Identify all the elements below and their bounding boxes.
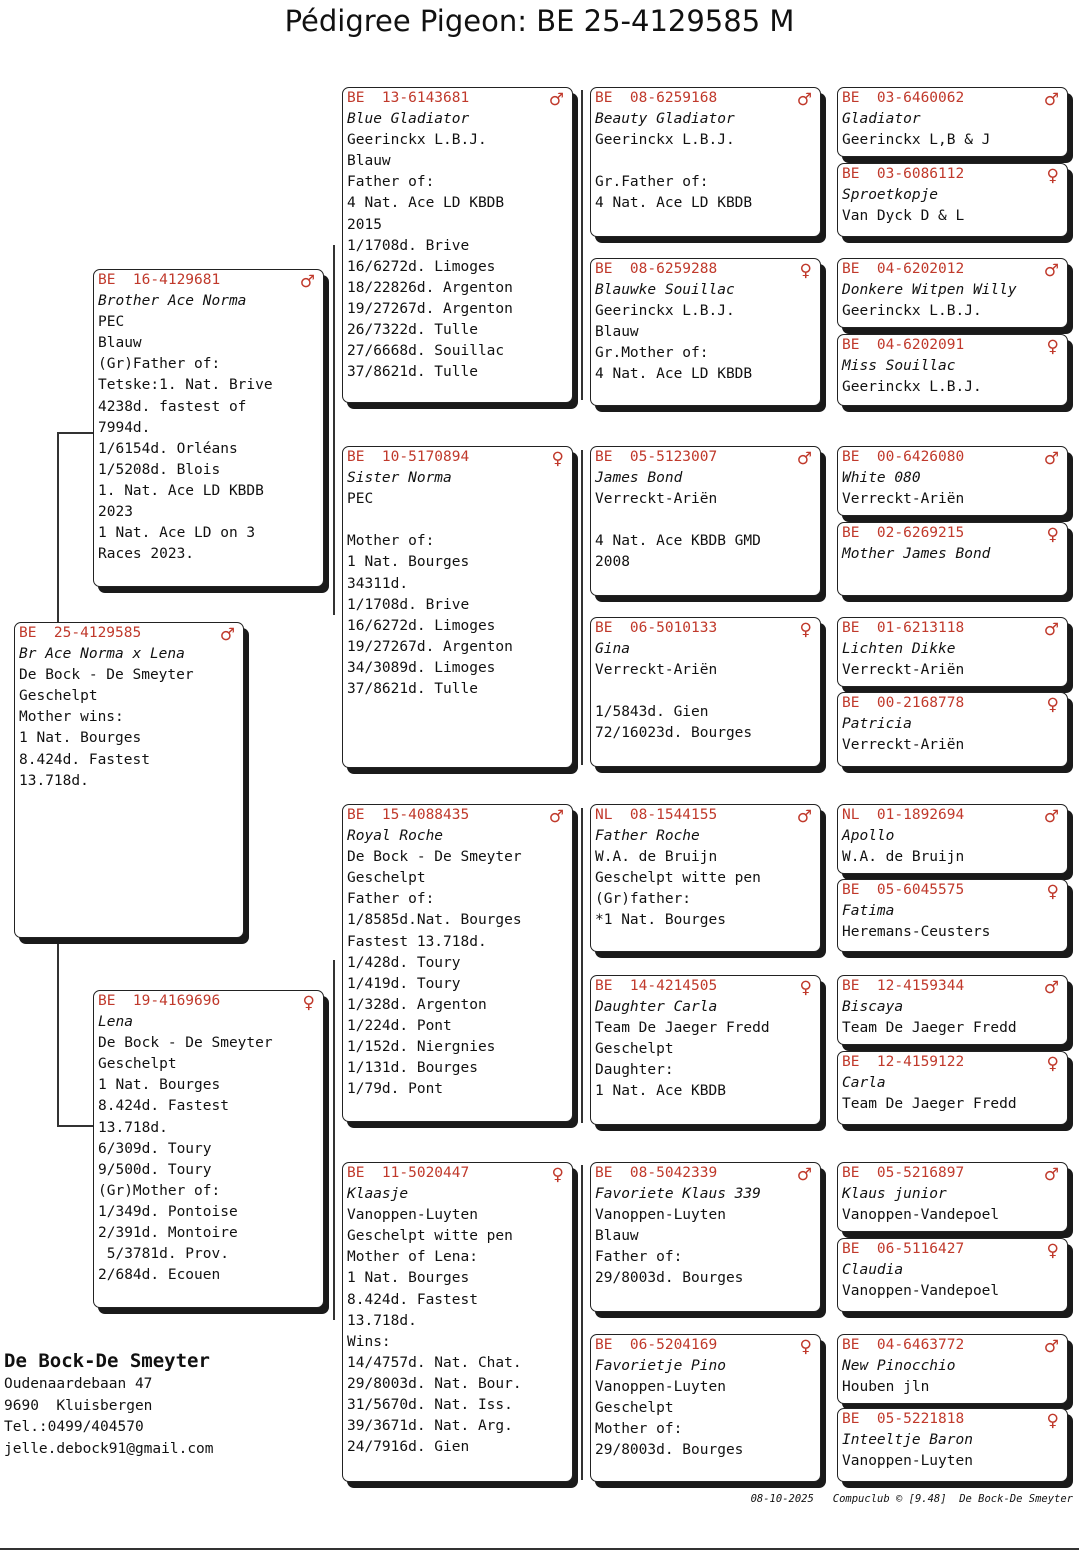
- pedigree-card[interactable]: [837, 1408, 1068, 1482]
- pigeon-name: Miss Souillac: [842, 358, 956, 375]
- pedigree-card[interactable]: [837, 87, 1068, 157]
- pigeon-detail-line: 1/5843d. Gien: [595, 704, 709, 721]
- ring-number: BE 05-5123007: [595, 449, 718, 465]
- pigeon-detail-line: [591, 510, 820, 531]
- ring-number: BE 14-4214505: [595, 978, 718, 994]
- pigeon-detail-line: Team De Jaeger Fredd: [842, 1020, 1017, 1037]
- ring-number: NL 01-1892694: [842, 807, 965, 823]
- pigeon-detail-line: Geschelpt: [347, 870, 426, 887]
- pigeon-detail-line: 1/419d. Toury: [347, 975, 461, 992]
- pedigree-card[interactable]: [837, 522, 1068, 596]
- pedigree-card[interactable]: [93, 269, 324, 587]
- pigeon-detail-line: Geschelpt witte pen: [595, 870, 761, 887]
- owner-address: Oudenaardebaan 47: [4, 1376, 153, 1392]
- pigeon-detail-line: Geschelpt: [19, 688, 98, 705]
- pigeon-detail-line: 4238d. fastest of: [98, 398, 247, 415]
- pigeon-name: Carla: [842, 1075, 886, 1092]
- pedigree-card[interactable]: [837, 975, 1068, 1045]
- pedigree-card[interactable]: [837, 879, 1068, 952]
- pigeon-detail-line: Geerinckx L.B.J.: [347, 132, 487, 149]
- pigeon-detail-line: Mother of:: [347, 533, 435, 550]
- female-symbol-icon: ♀: [1046, 337, 1059, 357]
- pigeon-detail-line: 4 Nat. Ace LD KBDB: [347, 195, 505, 212]
- ring-number: BE 05-5221818: [842, 1411, 965, 1427]
- male-symbol-icon: ♂: [1043, 807, 1059, 827]
- pigeon-detail-line: Blauw: [98, 335, 142, 352]
- pigeon-name: James Bond: [595, 470, 683, 487]
- ring-number: BE 04-6463772: [842, 1337, 965, 1353]
- pigeon-detail-line: 2008: [595, 554, 630, 571]
- pigeon-name: Favoriete Klaus 339: [595, 1186, 761, 1203]
- pigeon-detail-line: Geschelpt: [98, 1056, 177, 1073]
- female-symbol-icon: ♀: [1046, 695, 1059, 715]
- pigeon-detail-line: 1/79d. Pont: [347, 1081, 444, 1098]
- pigeon-detail-line: 1/6154d. Orléans: [98, 440, 238, 457]
- pedigree-card[interactable]: [14, 622, 244, 938]
- pigeon-name: Favorietje Pino: [595, 1358, 726, 1375]
- pigeon-detail-line: 29/8003d. Bourges: [595, 1270, 744, 1287]
- pigeon-detail-line: Mother of:: [595, 1421, 683, 1438]
- pigeon-detail-line: 37/8621d. Tulle: [347, 364, 478, 381]
- pedigree-card[interactable]: [590, 1162, 821, 1312]
- pigeon-name: Lichten Dikke: [842, 641, 956, 658]
- male-symbol-icon: ♂: [1043, 978, 1059, 998]
- ring-number: BE 13-6143681: [347, 90, 470, 106]
- pigeon-name: Inteeltje Baron: [842, 1432, 973, 1449]
- pigeon-detail-line: PEC: [98, 314, 125, 331]
- pedigree-card[interactable]: [590, 258, 821, 406]
- pigeon-detail-line: 5/3781d. Prov.: [98, 1246, 229, 1263]
- female-symbol-icon: ♀: [551, 449, 564, 469]
- pigeon-name: Blue Gladiator: [347, 111, 470, 128]
- pigeon-detail-line: Geschelpt witte pen: [347, 1228, 513, 1245]
- pedigree-card[interactable]: [590, 87, 821, 237]
- pigeon-detail-line: 19/27267d. Argenton: [347, 638, 513, 655]
- pigeon-detail-line: Geerinckx L,B & J: [842, 132, 991, 149]
- ring-number: BE 04-6202091: [842, 337, 965, 353]
- female-symbol-icon: ♀: [1046, 166, 1059, 186]
- pigeon-detail-line: 1 Nat. Bourges: [98, 1077, 221, 1094]
- pedigree-card[interactable]: [837, 692, 1068, 767]
- male-symbol-icon: ♂: [219, 625, 235, 645]
- pigeon-detail-line: 37/8621d. Tulle: [347, 681, 478, 698]
- pigeon-detail-line: Geschelpt: [595, 1400, 674, 1417]
- connector-line: [57, 1125, 95, 1127]
- ring-number: BE 00-2168778: [842, 695, 965, 711]
- pigeon-detail-line: 1/152d. Niergnies: [347, 1039, 496, 1056]
- male-symbol-icon: ♂: [1043, 90, 1059, 110]
- male-symbol-icon: ♂: [796, 449, 812, 469]
- pigeon-detail-line: De Bock - De Smeyter: [19, 667, 194, 684]
- pigeon-name: Beauty Gladiator: [595, 111, 735, 128]
- pigeon-detail-line: 13.718d.: [19, 772, 89, 789]
- connector-line: [581, 90, 583, 400]
- ring-number: BE 25-4129585: [19, 625, 142, 641]
- pigeon-detail-line: Team De Jaeger Fredd: [595, 1020, 770, 1037]
- pigeon-detail-line: 7994d.: [98, 419, 151, 436]
- pigeon-detail-line: 39/3671d. Nat. Arg.: [347, 1418, 513, 1435]
- connector-line: [333, 245, 335, 615]
- pedigree-card[interactable]: [342, 446, 573, 768]
- pigeon-detail-line: 16/6272d. Limoges: [347, 258, 496, 275]
- female-symbol-icon: ♀: [1046, 1241, 1059, 1261]
- ring-number: BE 04-6202012: [842, 261, 965, 277]
- male-symbol-icon: ♂: [548, 807, 564, 827]
- pigeon-name: Gina: [595, 641, 630, 658]
- pigeon-detail-line: 8.424d. Fastest: [347, 1291, 478, 1308]
- pigeon-name: Patricia: [842, 716, 912, 733]
- pigeon-detail-line: Vanoppen-Luyten: [595, 1207, 726, 1224]
- pigeon-detail-line: Houben jln: [842, 1379, 930, 1396]
- pigeon-detail-line: Father of:: [347, 891, 435, 908]
- pigeon-detail-line: W.A. de Bruijn: [842, 849, 965, 866]
- pigeon-detail-line: Geschelpt: [595, 1041, 674, 1058]
- pigeon-detail-line: 1/1708d. Brive: [347, 237, 470, 254]
- pigeon-detail-line: Verreckt-Ariën: [842, 737, 965, 754]
- female-symbol-icon: ♀: [1046, 882, 1059, 902]
- pigeon-name: Claudia: [842, 1262, 904, 1279]
- pigeon-detail-line: 6/309d. Toury: [98, 1140, 212, 1157]
- pigeon-detail-line: Blauw: [347, 153, 391, 170]
- male-symbol-icon: ♂: [1043, 449, 1059, 469]
- pigeon-detail-line: 2023: [98, 504, 133, 521]
- male-symbol-icon: ♂: [1043, 620, 1059, 640]
- pigeon-detail-line: Geerinckx L.B.J.: [595, 132, 735, 149]
- pigeon-detail-line: 24/7916d. Gien: [347, 1439, 470, 1456]
- pigeon-name: Sproetkopje: [842, 187, 939, 204]
- pigeon-detail-line: Vanoppen-Luyten: [842, 1453, 973, 1470]
- pedigree-card[interactable]: [837, 1162, 1068, 1232]
- pigeon-detail-line: Wins:: [347, 1333, 391, 1350]
- connector-line: [581, 808, 583, 1123]
- ring-number: BE 11-5020447: [347, 1165, 470, 1181]
- pigeon-name: Fatima: [842, 903, 895, 920]
- pigeon-detail-line: (Gr)father:: [595, 891, 692, 908]
- ring-number: BE 08-5042339: [595, 1165, 718, 1181]
- pedigree-card[interactable]: [837, 1334, 1068, 1404]
- female-symbol-icon: ♀: [799, 261, 812, 281]
- pedigree-card[interactable]: [837, 163, 1068, 237]
- pedigree-card[interactable]: [590, 446, 821, 596]
- pigeon-detail-line: Vanoppen-Vandepoel: [842, 1207, 1000, 1224]
- pigeon-detail-line: 1 Nat. Bourges: [347, 1270, 470, 1287]
- pedigree-card[interactable]: [342, 1162, 573, 1482]
- pigeon-detail-line: 1. Nat. Ace LD KBDB: [98, 482, 264, 499]
- connector-line: [57, 942, 59, 1127]
- pigeon-detail-line: 29/8003d. Bourges: [595, 1442, 744, 1459]
- pigeon-name: Apollo: [842, 828, 895, 845]
- pigeon-detail-line: 1/5208d. Blois: [98, 461, 221, 478]
- pigeon-detail-line: Vanoppen-Vandepoel: [842, 1283, 1000, 1300]
- pigeon-detail-line: [591, 681, 820, 702]
- pigeon-detail-line: Heremans-Ceusters: [842, 924, 991, 941]
- pigeon-detail-line: 1 Nat. Bourges: [19, 730, 142, 747]
- ring-number: BE 08-6259288: [595, 261, 718, 277]
- pigeon-name: Br Ace Norma x Lena: [19, 646, 185, 663]
- ring-number: BE 06-5116427: [842, 1241, 965, 1257]
- pigeon-detail-line: [591, 151, 820, 172]
- ring-number: BE 03-6086112: [842, 166, 965, 182]
- pigeon-name: Blauwke Souillac: [595, 282, 735, 299]
- male-symbol-icon: ♂: [796, 1165, 812, 1185]
- pigeon-detail-line: Vanoppen-Luyten: [347, 1207, 478, 1224]
- pigeon-detail-line: 1/349d. Pontoise: [98, 1203, 238, 1220]
- pigeon-detail-line: 2/684d. Ecouen: [98, 1267, 221, 1284]
- pigeon-detail-line: 19/27267d. Argenton: [347, 300, 513, 317]
- ring-number: BE 03-6460062: [842, 90, 965, 106]
- pigeon-detail-line: Verreckt-Ariën: [842, 662, 965, 679]
- ring-number: BE 01-6213118: [842, 620, 965, 636]
- pigeon-detail-line: 9/500d. Toury: [98, 1161, 212, 1178]
- pigeon-detail-line: Father of:: [347, 174, 435, 191]
- pigeon-detail-line: [343, 510, 572, 531]
- pigeon-detail-line: 1 Nat. Bourges: [347, 554, 470, 571]
- pigeon-detail-line: 16/6272d. Limoges: [347, 617, 496, 634]
- page-divider: [0, 1548, 1079, 1550]
- pigeon-detail-line: 26/7322d. Tulle: [347, 322, 478, 339]
- pigeon-detail-line: 29/8003d. Nat. Bour.: [347, 1375, 522, 1392]
- pigeon-detail-line: Geerinckx L.B.J.: [842, 379, 982, 396]
- pigeon-name: Mother James Bond: [842, 546, 991, 563]
- pigeon-name: Lena: [98, 1014, 133, 1031]
- pigeon-detail-line: 1/131d. Bourges: [347, 1060, 478, 1077]
- connector-line: [333, 960, 335, 1320]
- ring-number: BE 06-5204169: [595, 1337, 718, 1353]
- ring-number: BE 10-5170894: [347, 449, 470, 465]
- pedigree-card[interactable]: [590, 804, 821, 952]
- pigeon-detail-line: 1 Nat. Ace KBDB: [595, 1083, 726, 1100]
- connector-line: [57, 432, 59, 624]
- owner-info: [4, 1348, 214, 1460]
- pigeon-name: Klaasje: [347, 1186, 409, 1203]
- pedigree-card[interactable]: [837, 804, 1068, 874]
- pigeon-detail-line: 72/16023d. Bourges: [595, 725, 753, 742]
- male-symbol-icon: ♂: [548, 90, 564, 110]
- pigeon-detail-line: Daughter:: [595, 1062, 674, 1079]
- pigeon-name: Sister Norma: [347, 470, 452, 487]
- male-symbol-icon: ♂: [1043, 1165, 1059, 1185]
- pigeon-detail-line: Vanoppen-Luyten: [595, 1379, 726, 1396]
- pigeon-detail-line: 8.424d. Fastest: [98, 1098, 229, 1115]
- pigeon-detail-line: 4 Nat. Ace KBDB GMD: [595, 533, 761, 550]
- pedigree-card[interactable]: [590, 975, 821, 1125]
- pigeon-detail-line: 4 Nat. Ace LD KBDB: [595, 195, 753, 212]
- pigeon-detail-line: (Gr)Mother of:: [98, 1182, 221, 1199]
- pigeon-detail-line: 34311d.: [347, 575, 409, 592]
- ring-number: BE 12-4159344: [842, 978, 965, 994]
- footer-credit: 08-10-2025 Compuclub © [9.48] De Bock-De Smeyter: [750, 1493, 1073, 1505]
- pigeon-detail-line: Blauw: [595, 1228, 639, 1245]
- pigeon-name: New Pinocchio: [842, 1358, 956, 1375]
- pigeon-detail-line: 1/428d. Toury: [347, 954, 461, 971]
- male-symbol-icon: ♂: [1043, 1337, 1059, 1357]
- male-symbol-icon: ♂: [1043, 261, 1059, 281]
- pigeon-detail-line: Gr.Father of:: [595, 174, 709, 191]
- pigeon-detail-line: 1/1708d. Brive: [347, 596, 470, 613]
- pedigree-card[interactable]: [837, 617, 1068, 687]
- pigeon-detail-line: 8.424d. Fastest: [19, 751, 150, 768]
- pedigree-card[interactable]: [590, 617, 821, 767]
- female-symbol-icon: ♀: [1046, 1054, 1059, 1074]
- pigeon-name: Royal Roche: [347, 828, 444, 845]
- ring-number: BE 05-5216897: [842, 1165, 965, 1181]
- pigeon-detail-line: 4 Nat. Ace LD KBDB: [595, 366, 753, 383]
- pedigree-card[interactable]: [837, 1051, 1068, 1125]
- male-symbol-icon: ♂: [796, 807, 812, 827]
- pigeon-detail-line: (Gr)Father of:: [98, 356, 221, 373]
- pigeon-detail-line: *1 Nat. Bourges: [595, 912, 726, 929]
- pigeon-detail-line: 27/6668d. Souillac: [347, 343, 505, 360]
- female-symbol-icon: ♀: [799, 978, 812, 998]
- ring-number: BE 15-4088435: [347, 807, 470, 823]
- pigeon-detail-line: 1/224d. Pont: [347, 1017, 452, 1034]
- male-symbol-icon: ♂: [796, 90, 812, 110]
- pigeon-detail-line: Verreckt-Ariën: [842, 491, 965, 508]
- female-symbol-icon: ♀: [551, 1165, 564, 1185]
- pedigree-card[interactable]: [342, 804, 573, 1122]
- pigeon-detail-line: Van Dyck D & L: [842, 208, 965, 225]
- pigeon-name: Daughter Carla: [595, 999, 718, 1016]
- owner-name: De Bock-De Smeyter: [4, 1350, 210, 1372]
- pedigree-card[interactable]: [342, 87, 573, 403]
- ring-number: NL 08-1544155: [595, 807, 718, 823]
- ring-number: BE 16-4129681: [98, 272, 221, 288]
- owner-city: 9690 Kluisbergen: [4, 1397, 153, 1414]
- pigeon-name: Donkere Witpen Willy: [842, 282, 1017, 299]
- pigeon-detail-line: Geerinckx L.B.J.: [842, 303, 982, 320]
- ring-number: BE 12-4159122: [842, 1054, 965, 1070]
- pigeon-detail-line: 2/391d. Montoire: [98, 1225, 238, 1242]
- pedigree-card[interactable]: [837, 258, 1068, 328]
- ring-number: BE 05-6045575: [842, 882, 965, 898]
- pedigree-card[interactable]: [837, 446, 1068, 516]
- pigeon-detail-line: 1 Nat. Ace LD on 3: [98, 525, 256, 542]
- pigeon-name: Gladiator: [842, 111, 921, 128]
- pedigree-card[interactable]: [590, 1334, 821, 1482]
- pigeon-detail-line: 1/328d. Argenton: [347, 996, 487, 1013]
- connector-line: [57, 432, 95, 434]
- pigeon-detail-line: 1/8585d.Nat. Bourges: [347, 912, 522, 929]
- owner-email[interactable]: jelle.debock91@gmail.com: [4, 1440, 214, 1457]
- pigeon-name: White 080: [842, 470, 921, 487]
- female-symbol-icon: ♀: [1046, 1411, 1059, 1431]
- pigeon-detail-line: Mother wins:: [19, 709, 124, 726]
- pigeon-detail-line: 31/5670d. Nat. Iss.: [347, 1397, 513, 1414]
- pigeon-name: Father Roche: [595, 828, 700, 845]
- ring-number: BE 06-5010133: [595, 620, 718, 636]
- pigeon-detail-line: De Bock - De Smeyter: [347, 849, 522, 866]
- pigeon-detail-line: W.A. de Bruijn: [595, 849, 718, 866]
- connector-line: [581, 450, 583, 765]
- pigeon-detail-line: 13.718d.: [98, 1119, 168, 1136]
- pigeon-detail-line: Geerinckx L.B.J.: [595, 303, 735, 320]
- pigeon-detail-line: 18/22826d. Argenton: [347, 279, 513, 296]
- pedigree-card[interactable]: [837, 334, 1068, 406]
- pigeon-detail-line: 13.718d.: [347, 1312, 417, 1329]
- pedigree-card[interactable]: [837, 1238, 1068, 1312]
- pigeon-detail-line: Team De Jaeger Fredd: [842, 1096, 1017, 1113]
- owner-phone: Tel.:0499/404570: [4, 1419, 144, 1436]
- female-symbol-icon: ♀: [799, 1337, 812, 1357]
- female-symbol-icon: ♀: [1046, 525, 1059, 545]
- pigeon-detail-line: Verreckt-Ariën: [595, 662, 718, 679]
- connector-line: [581, 1165, 583, 1480]
- pedigree-card[interactable]: [93, 990, 324, 1308]
- pigeon-name: Brother Ace Norma: [98, 293, 247, 310]
- pigeon-detail-line: 14/4757d. Nat. Chat.: [347, 1354, 522, 1371]
- male-symbol-icon: ♂: [299, 272, 315, 292]
- pigeon-detail-line: Gr.Mother of:: [595, 345, 709, 362]
- female-symbol-icon: ♀: [799, 620, 812, 640]
- pigeon-detail-line: Father of:: [595, 1249, 683, 1266]
- pigeon-detail-line: 2015: [347, 216, 382, 233]
- ring-number: BE 00-6426080: [842, 449, 965, 465]
- pigeon-detail-line: Mother of Lena:: [347, 1249, 478, 1266]
- ring-number: BE 19-4169696: [98, 993, 221, 1009]
- pigeon-detail-line: Tetske:1. Nat. Brive: [98, 377, 273, 394]
- female-symbol-icon: ♀: [302, 993, 315, 1013]
- pigeon-detail-line: De Bock - De Smeyter: [98, 1035, 273, 1052]
- pigeon-detail-line: Verreckt-Ariën: [595, 491, 718, 508]
- pigeon-detail-line: Blauw: [595, 324, 639, 341]
- pigeon-detail-line: Fastest 13.718d.: [347, 933, 487, 950]
- pigeon-detail-line: PEC: [347, 491, 374, 508]
- ring-number: BE 02-6269215: [842, 525, 965, 541]
- pigeon-detail-line: 34/3089d. Limoges: [347, 659, 496, 676]
- pigeon-name: Klaus junior: [842, 1186, 947, 1203]
- ring-number: BE 08-6259168: [595, 90, 718, 106]
- page-title: Pédigree Pigeon: BE 25-4129585 M: [284, 4, 795, 38]
- pigeon-detail-line: Races 2023.: [98, 546, 195, 563]
- pigeon-name: Biscaya: [842, 999, 904, 1016]
